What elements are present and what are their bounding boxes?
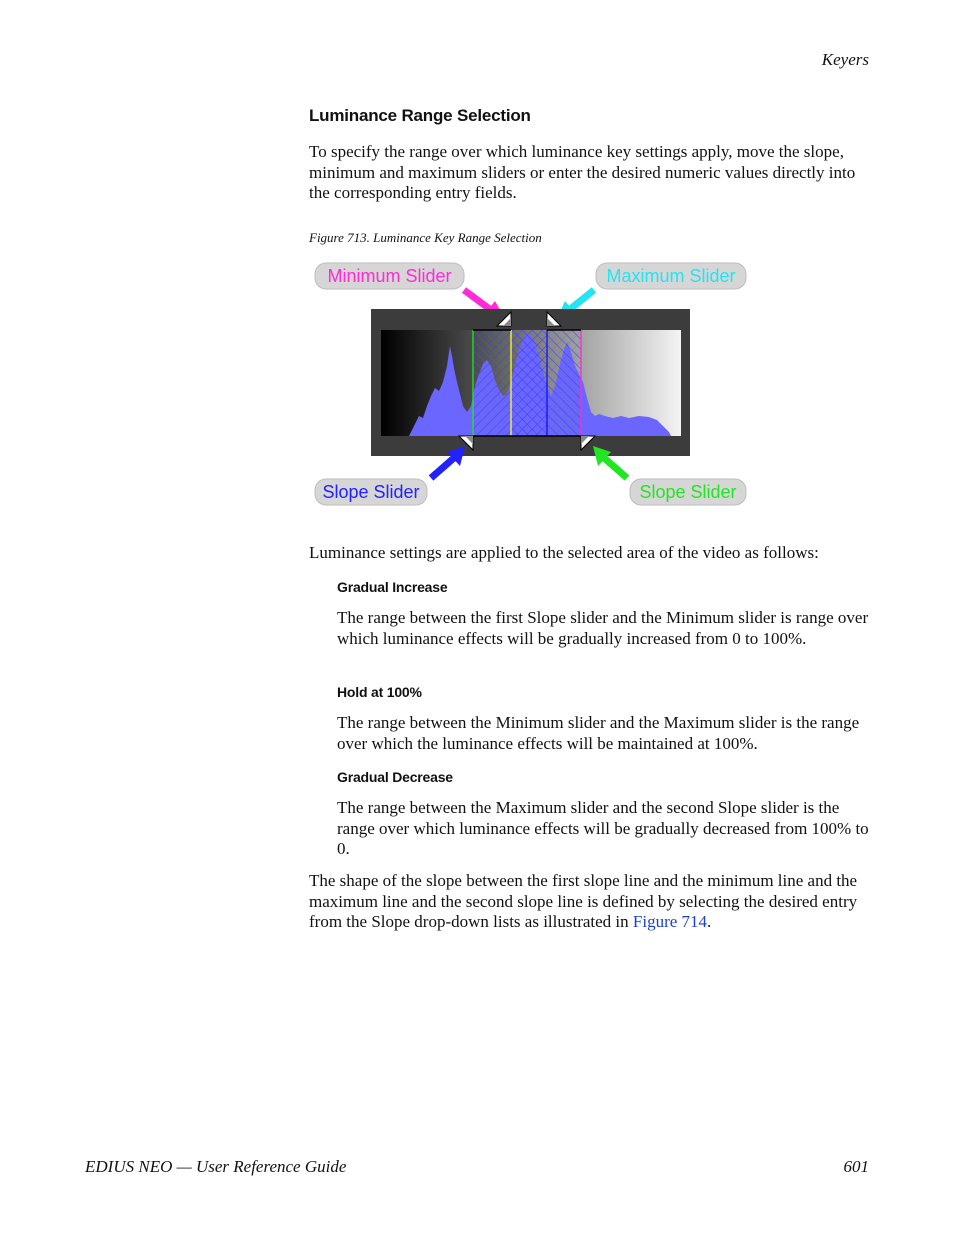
closing-end: . <box>707 912 712 931</box>
intro-paragraph: To specify the range over which luminance key settings apply, move the slope, minimum and maximum sliders or enter the desired numeric values directly into the corresponding entry fields. <box>309 142 856 202</box>
figure-caption: Figure 713. Luminance Key Range Selection <box>309 230 542 245</box>
lead-paragraph: Luminance settings are applied to the selected area of the video as follows: <box>309 543 819 562</box>
minimum-slider-label <box>315 263 464 289</box>
luminance-key-figure <box>309 256 754 512</box>
item-body-gradual-increase: The range between the first Slope slider and the Minimum slider is range over which luminance effects will be gradually increased from 0 to 100%. <box>337 608 869 648</box>
item-title-gradual-increase: Gradual Increase <box>337 579 448 595</box>
slope-slider-left-text: Slope Slider <box>322 482 420 502</box>
running-header: Keyers <box>821 50 869 69</box>
section-heading: Luminance Range Selection <box>309 106 531 125</box>
maximum-slider-label <box>596 263 746 289</box>
item-title-gradual-decrease: Gradual Decrease <box>337 769 453 785</box>
item-title-hold: Hold at 100% <box>337 684 422 700</box>
slope-slider-label-left <box>315 479 427 505</box>
page-number: 601 <box>843 1157 869 1176</box>
maximum-slider-text: Maximum Slider <box>606 266 736 286</box>
figure-714-link[interactable]: Figure 714 <box>632 912 708 931</box>
item-body-hold: The range between the Minimum slider and the Maximum slider is the range over which the luminance effects will be maintained at 100%. <box>337 713 860 753</box>
closing-paragraph <box>309 871 874 933</box>
slope-slider-label-right <box>630 479 746 505</box>
item-body-gradual-decrease: The range between the Maximum slider and the second Slope slider is the range over which luminance effects will be gradually decreased from 100% to 0. <box>337 798 869 858</box>
minimum-slider-text: Minimum Slider <box>327 266 452 286</box>
closing-text: The shape of the slope between the first slope line and the minimum line and the maximum line and the second slope line is defined by selecting the desired entry from the Slope drop-down lists as illustrated in <box>309 871 858 931</box>
slope-slider-right-text: Slope Slider <box>639 482 737 502</box>
footer-title: EDIUS NEO — User Reference Guide <box>85 1157 347 1176</box>
